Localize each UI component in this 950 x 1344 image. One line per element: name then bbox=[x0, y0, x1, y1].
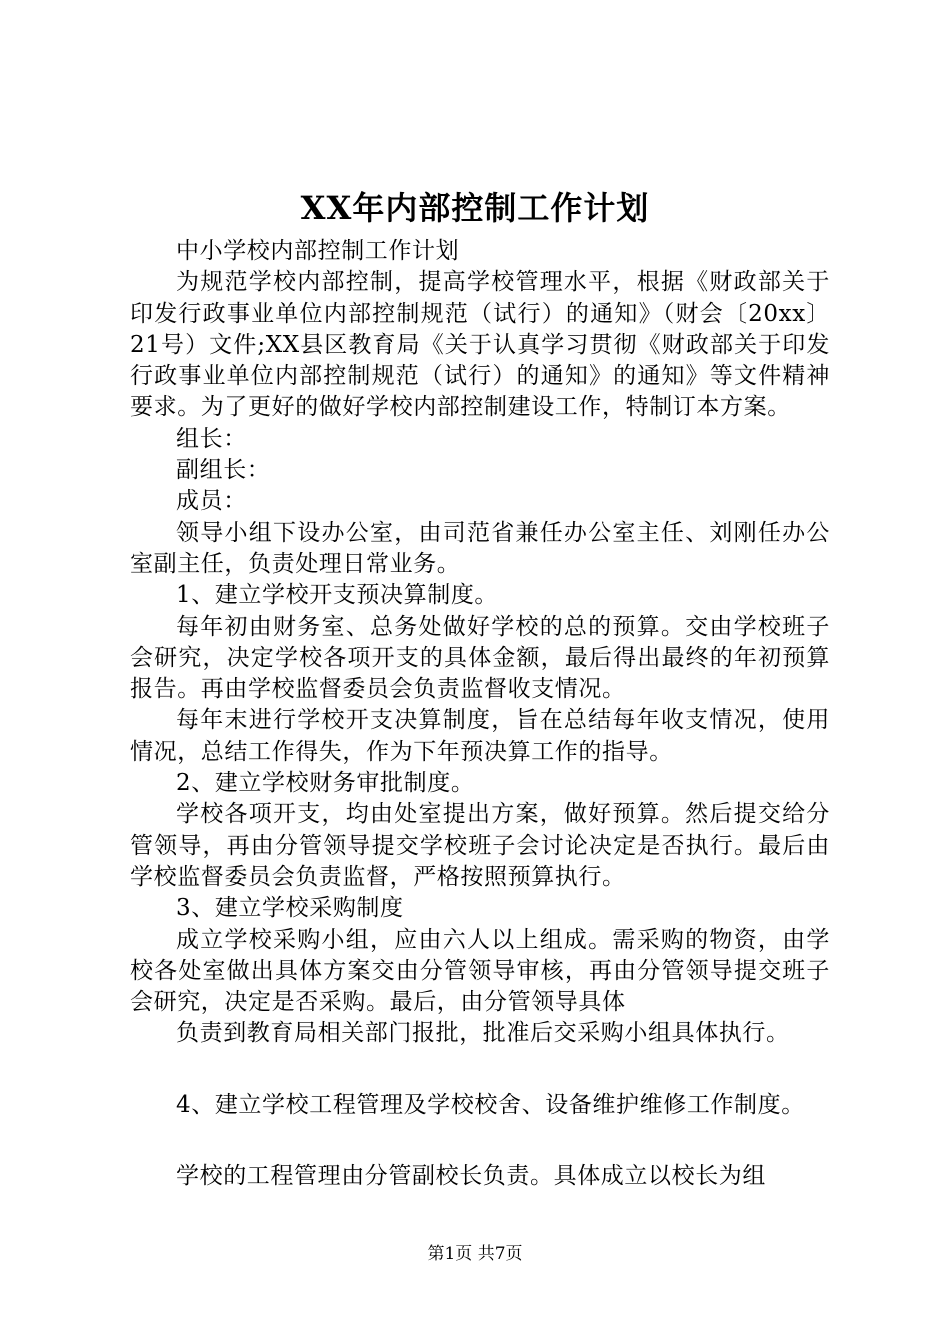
paragraph-engineering: 学校的工程管理由分管副校长负责。具体成立以校长为组 bbox=[176, 1163, 766, 1190]
document-body bbox=[130, 236, 830, 1192]
paragraph-budget: 每年初由财务室、总务处做好学校的总的预算。交由学校班子会研究，决定学校各项开支的具体金额，最后得出最终的年初预算报告。再由学校监督委员会负责监督收支情况。 bbox=[130, 613, 830, 703]
paragraph-approval: 学校各项开支，均由处室提出方案，做好预算。然后提交给分管领导，再由分管领导提交学校班子会讨论决定是否执行。最后由学校监督委员会负责监督，严格按照预算执行。 bbox=[130, 801, 830, 890]
paragraph-intro: 为规范学校内部控制，提高学校管理水平，根据《财政部关于印发行政事业单位内部控制规范（试行）的通知》（财会〔20xx〕21号）文件;XX县区教育局《关于认真学习贯彻《财政部关于印发行政事业单位内部控制规范（试行）的通知》的通知》等文件精神要求。为了更好的做好学校内部控制建设工作，特制订本方案。 bbox=[130, 269, 830, 421]
heading-section-1: 1、建立学校开支预决算制度。 bbox=[176, 582, 499, 609]
paragraph-final-accounts: 每年末进行学校开支决算制度，旨在总结每年收支情况，使用情况，总结工作得失，作为下年预决算工作的指导。 bbox=[130, 707, 830, 765]
document-title: XX年内部控制工作计划 bbox=[300, 189, 650, 227]
paragraph-deputy-leader: 副组长： bbox=[176, 457, 271, 484]
heading-section-2: 2、建立学校财务审批制度。 bbox=[176, 770, 475, 797]
heading-section-4: 4、建立学校工程管理及学校校舍、设备维护维修工作制度。 bbox=[176, 1091, 805, 1118]
heading-section-3: 3、建立学校采购制度 bbox=[176, 895, 404, 922]
spacer bbox=[130, 1050, 830, 1090]
paragraph-procurement-cont: 负责到教育局相关部门报批，批准后交采购小组具体执行。 bbox=[176, 1020, 790, 1047]
page-number-footer: 第1页 共7页 bbox=[427, 1244, 523, 1264]
spacer bbox=[130, 1121, 830, 1161]
paragraph-subtitle: 中小学校内部控制工作计划 bbox=[176, 238, 460, 264]
paragraph-office: 领导小组下设办公室，由司范省兼任办公室主任、刘刚任办公室副主任，负责处理日常业务。 bbox=[130, 519, 830, 577]
paragraph-group-leader: 组长： bbox=[176, 425, 247, 452]
paragraph-procurement: 成立学校采购小组，应由六人以上组成。需采购的物资，由学校各处室做出具体方案交由分管领导审核，再由分管领导提交班子会研究，决定是否采购。最后，由分管领导具体 bbox=[130, 926, 830, 1016]
paragraph-members: 成员： bbox=[176, 488, 247, 515]
